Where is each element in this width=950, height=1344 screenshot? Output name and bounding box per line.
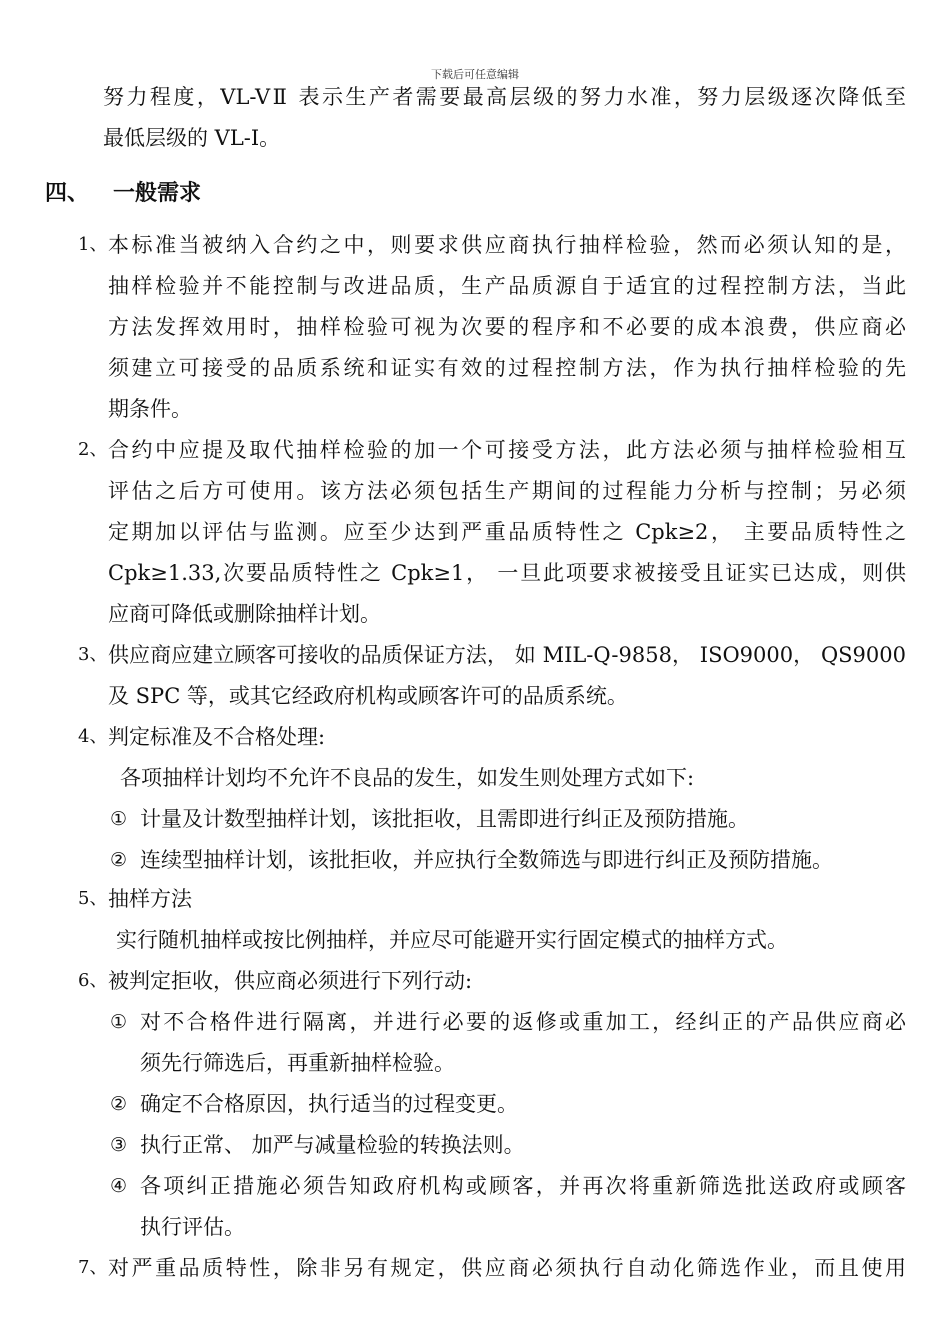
item-4-note: 各项抽样计划均不允许不良品的发生，如发生则处理方式如下: [120,766,695,790]
item-6-sub-2-line: 确定不合格原因，执行适当的过程变更。 [140,1092,518,1116]
item-4-sub-2-line: 连续型抽样计划，该批拒收，并应执行全数筛选与即进行纠正及预防措施。 [140,848,833,872]
item-2-line: 评估之后方可使用。该方法必须包括生产期间的过程能力分析与控制；另必须 [108,479,906,503]
item-6-sub-3-line: 执行正常、 加严与减量检验的转换法则。 [140,1133,525,1157]
item-4-sub-2-mark: ② [110,849,128,871]
intro-line-2: 最低层级的 VL-I。 [103,126,281,150]
section-heading [45,176,201,207]
item-4-line: 判定标准及不合格处理: [108,725,326,749]
section-title: 一般需求 [113,180,202,206]
item-1-line: 须建立可接受的品质系统和证实有效的过程控制方法，作为执行抽样检验的先 [108,356,906,380]
item-5-note: 实行随机抽样或按比例抽样，并应尽可能避开实行固定模式的抽样方式。 [116,928,788,952]
item-1-line: 期条件。 [108,397,192,421]
item-2-line: 应商可降低或删除抽样计划。 [108,602,381,626]
item-4-marker: 4、 [78,726,108,747]
intro-line-1: 努力程度，VL-VⅡ 表示生产者需要最高层级的努力水准，努力层级逐次降低至 [103,85,906,109]
item-6-sub-1-line: 须先行筛选后，再重新抽样检验。 [140,1051,455,1075]
item-1-marker: 1、 [78,234,108,255]
item-7-line: 对严重品质特性，除非另有规定，供应商必须执行自动化筛选作业，而且使用 [108,1256,906,1280]
item-2-marker: 2、 [78,439,108,460]
item-2-line: 合约中应提及取代抽样检验的加一个可接受方法，此方法必须与抽样检验相互 [108,438,906,462]
item-6-sub-4-mark: ④ [110,1175,128,1197]
item-2-line: Cpk≥1.33,次要品质特性之 Cpk≥1， 一旦此项要求被接受且证实已达成，则供 [108,561,906,585]
item-1-line: 抽样检验并不能控制与改进品质，生产品质源自于适宜的过程控制方法，当此 [108,274,906,298]
item-7-marker: 7、 [78,1257,108,1278]
item-1-line: 本标准当被纳入合约之中，则要求供应商执行抽样检验，然而必须认知的是， [108,233,906,257]
item-3-marker: 3、 [78,644,108,665]
page-header-note: 下载后可任意编辑 [431,68,519,81]
section-number: 四、 [45,180,90,206]
item-6-sub-1-mark: ① [110,1011,128,1033]
item-6-sub-4-line: 执行评估。 [140,1215,245,1239]
item-6-line: 被判定拒收，供应商必须进行下列行动: [108,969,473,993]
item-4-sub-1-line: 计量及计数型抽样计划，该批拒收，且需即进行纠正及预防措施。 [140,807,749,831]
item-4-sub-1-mark: ① [110,808,128,830]
item-6-sub-4-line: 各项纠正措施必须告知政府机构或顾客，并再次将重新筛选批送政府或顾客 [140,1174,906,1198]
item-5-line: 抽样方法 [108,887,192,911]
item-6-marker: 6、 [78,970,108,991]
item-5-marker: 5、 [78,888,108,909]
item-2-line: 定期加以评估与监测。应至少达到严重品质特性之 Cpk≥2， 主要品质特性之 [108,520,906,544]
item-6-sub-2-mark: ② [110,1093,128,1115]
item-3-line: 供应商应建立顾客可接收的品质保证方法， 如 MIL-Q-9858， ISO9000， QS9000 [108,643,906,667]
item-6-sub-1-line: 对不合格件进行隔离，并进行必要的返修或重加工，经纠正的产品供应商必 [140,1010,906,1034]
item-3-line: 及 SPC 等，或其它经政府机构或顾客许可的品质系统。 [108,684,628,708]
item-6-sub-3-mark: ③ [110,1134,128,1156]
item-1-line: 方法发挥效用时，抽样检验可视为次要的程序和不必要的成本浪费，供应商必 [108,315,906,339]
